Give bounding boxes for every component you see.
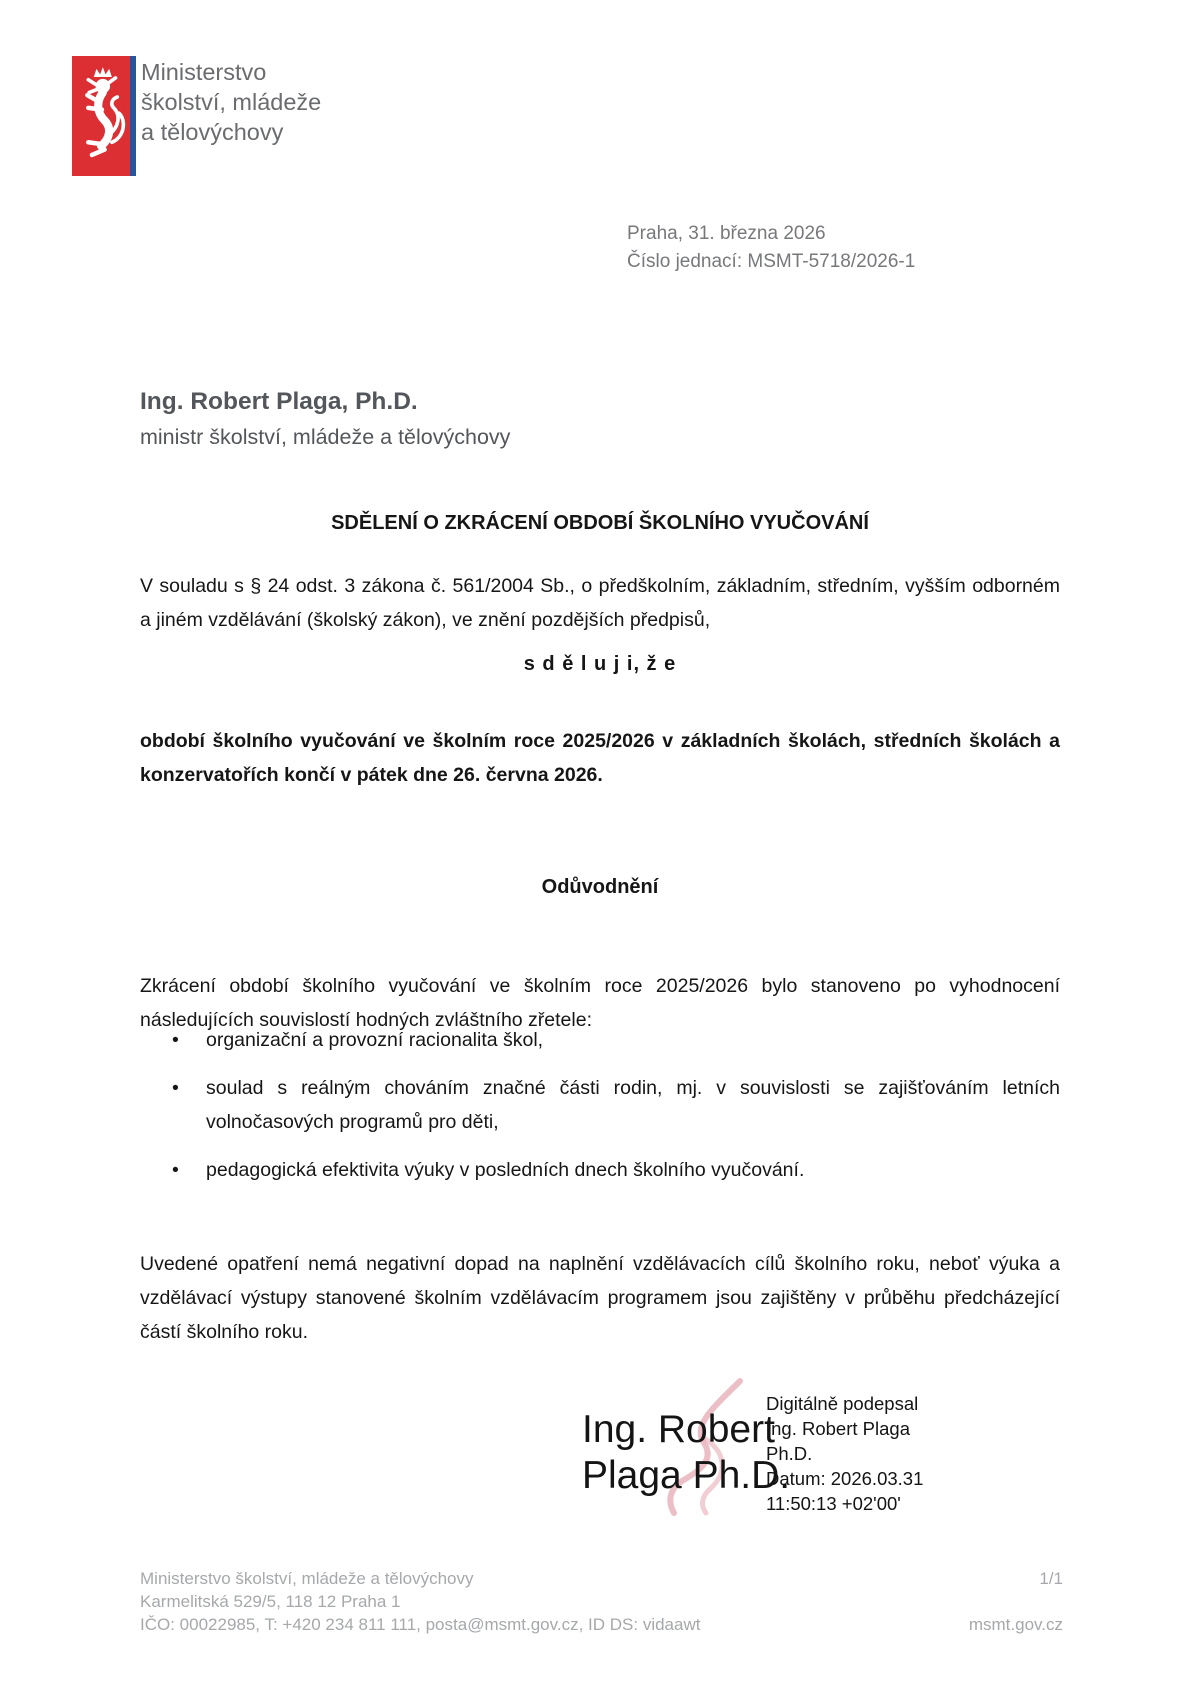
page-number: 1/1: [1039, 1569, 1063, 1588]
list-item: • organizační a provozní racionalita škol,: [140, 1023, 1060, 1057]
signature-name-line: Plaga Ph.D.: [582, 1454, 791, 1497]
signature-detail-line: Ph.D.: [766, 1443, 813, 1464]
author-role: ministr školství, mládeže a tělovýchovy: [140, 425, 511, 449]
signature-name: [582, 1407, 790, 1499]
signature-name-line: Ing. Robert: [582, 1408, 775, 1451]
flag-blue-stripe: [130, 56, 136, 176]
decision-paragraph: období školního vyučování ve školním roce 2025/2026 v základních školách, středních školách a konzervatořích končí v pátek dne 26. června 2026.: [140, 729, 1060, 786]
announce-phrase: s d ě l u j i, ž e: [523, 653, 677, 675]
intro-paragraph: V souladu s § 24 odst. 3 zákona č. 561/2004 Sb., o předškolním, základním, středním, vyšším odborném a jiném vzdělávání (školský zákon), ve znění pozdějších předpisů,: [140, 574, 1060, 631]
letter-meta: [627, 220, 915, 276]
list-item: • soulad s reálným chováním značné části rodin, mj. v souvislosti se zajišťováním letních volnočasových programů pro děti,: [140, 1071, 1060, 1139]
ministry-name-line: a tělovýchovy: [141, 119, 284, 145]
signature-detail-line: Ing. Robert Plaga: [766, 1418, 910, 1439]
place-and-date: Praha, 31. března 2026: [627, 223, 826, 244]
signature-detail-line: Digitálně podepsal: [766, 1393, 919, 1414]
ministry-name: [141, 57, 321, 147]
footer-website: msmt.gov.cz: [968, 1615, 1063, 1634]
footer-line: IČO: 00022985, T: +420 234 811 111, posta@msmt.gov.cz, ID DS: vidaawt: [140, 1615, 701, 1634]
signature-details: [766, 1391, 923, 1516]
closing-paragraph: Uvedené opatření nemá negativní dopad na naplnění vzdělávacích cílů školního roku, neboť výuka a vzdělávací výstupy stanovené školním vzdělávacím programem jsou zajištěny v průběhu předcházející částí školního roku.: [140, 1252, 1060, 1343]
author-block: [140, 388, 510, 450]
footer-address: [140, 1567, 700, 1636]
signature-detail-line: Datum: 2026.03.31: [766, 1468, 924, 1489]
justification-intro-paragraph: Zkrácení období školního vyučování ve školním roce 2025/2026 bylo stanoveno po vyhodnocení následujících souvislostí hodných zvláštního zřetele:: [140, 974, 1060, 1031]
digital-signature-block: [540, 1383, 980, 1523]
ministry-name-line: Ministerstvo: [141, 59, 267, 85]
footer-line: Ministerstvo školství, mládeže a tělovýchovy: [140, 1569, 474, 1588]
page-footer: [140, 1567, 1063, 1636]
footer-right: [969, 1567, 1063, 1636]
czech-lion-icon: [72, 56, 130, 176]
footer-line: Karmelitská 529/5, 118 12 Praha 1: [140, 1592, 401, 1611]
author-name: Ing. Robert Plaga, Ph.D.: [140, 388, 418, 415]
justification-list: [140, 1023, 1060, 1201]
reference-number: Číslo jednací: MSMT-5718/2026-1: [627, 251, 916, 272]
ministry-name-line: školství, mládeže: [141, 89, 322, 115]
ministry-logo: [72, 56, 136, 176]
justification-heading: Odůvodnění: [541, 876, 659, 898]
signature-detail-line: 11:50:13 +02'00': [766, 1493, 901, 1514]
subject-title: SDĚLENÍ O ZKRÁCENÍ OBDOBÍ ŠKOLNÍHO VYUČOVÁNÍ: [331, 512, 869, 534]
list-item: • pedagogická efektivita výuky v posledních dnech školního vyučování.: [140, 1153, 1060, 1187]
